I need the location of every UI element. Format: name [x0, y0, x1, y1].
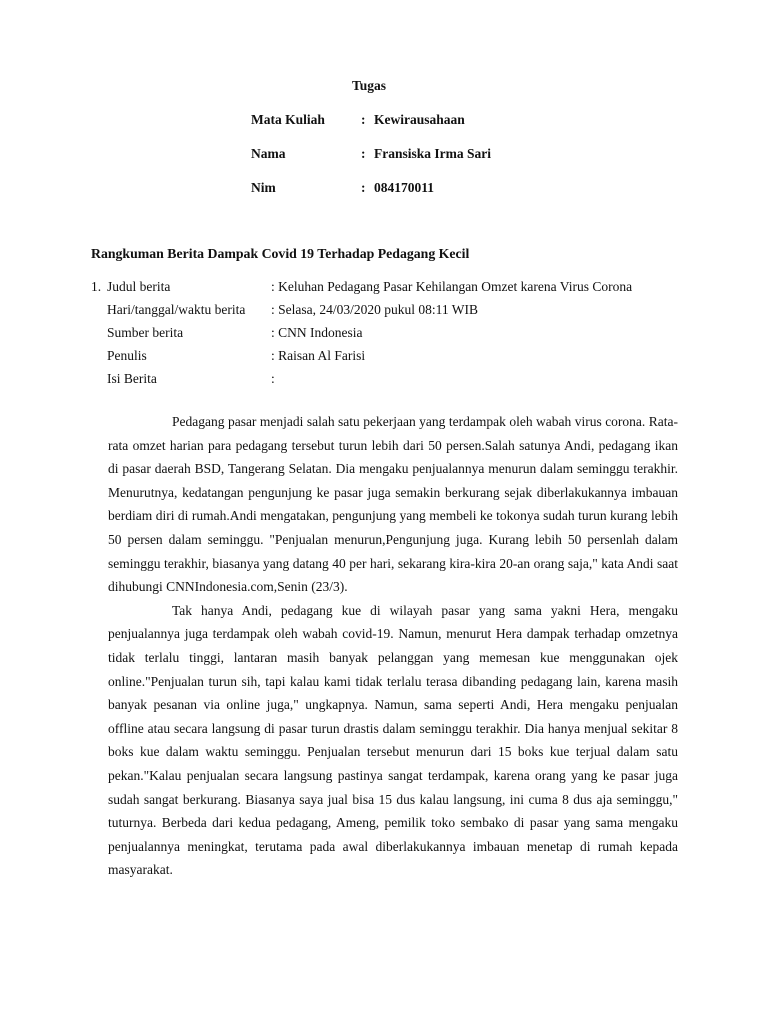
- meta-value: 084170011: [374, 180, 435, 195]
- info-key: Sumber berita: [107, 325, 184, 340]
- meta-value: Kewirausahaan: [374, 112, 465, 127]
- info-value: : Keluhan Pedagang Pasar Kehilangan Omzet karena Virus Corona: [271, 279, 633, 294]
- paragraph: Pedagang pasar menjadi salah satu pekerjaan yang terdampak oleh wabah virus corona. Rata-rata omzet harian para pedagang tersebut turun lebih dari 50 persen.Salah satunya Andi, pedagang ikan di pasar daerah BSD, Tangerang Selatan. Dia mengaku penjualannya menurun dalam seminggu terakhir. Menurutnya, kedatangan pengunjung ke pasar juga semakin berkurang sejak diberlakukannya imbauan berdiam diri di rumah.Andi mengatakan, pengunjung yang membeli ke tokonya sudah turun kurang lebih 50 persen dalam seminggu. "Penjualan menurun,Pengunjung juga. Kurang lebih 50 persenlah dalam seminggu terakhir, biasanya yang datang 40 per hari, sekarang kira-kira 20-an orang saja," kata Andi saat dihubungi CNNIndonesia.com,Senin (23/3).: [108, 414, 678, 595]
- info-value: : Raisan Al Farisi: [271, 348, 366, 363]
- meta-key: Mata Kuliah: [251, 112, 325, 127]
- info-key: Penulis: [107, 348, 147, 363]
- info-key: Hari/tanggal/waktu berita: [107, 302, 246, 317]
- meta-colon: :: [361, 112, 366, 127]
- document-title: [0, 78, 768, 94]
- info-key: Isi Berita: [107, 371, 157, 386]
- info-value: : CNN Indonesia: [271, 325, 363, 340]
- news-content: [108, 410, 678, 882]
- meta-key: Nama: [251, 146, 286, 161]
- meta-colon: :: [361, 146, 366, 161]
- list-number: 1.: [91, 279, 102, 294]
- meta-colon: :: [361, 180, 366, 195]
- info-value: : Selasa, 24/03/2020 pukul 08:11 WIB: [271, 302, 478, 317]
- title-text: Tugas: [351, 78, 387, 93]
- info-key: Judul berita: [107, 279, 171, 294]
- paragraph: Tak hanya Andi, pedagang kue di wilayah pasar yang sama yakni Hera, mengaku penjualannya juga terdampak oleh wabah covid-19. Namun, menurut Hera dampak terhadap omzetnya tidak terlalu tinggi, lantaran masih banyak pelanggan yang memesan kue menggunakan ojek online."Penjualan turun sih, tapi kalau kami tidak terlalu terasa dibanding pedagang lain, karena masih banyak pesanan via online juga," ungkapnya. Namun, sama seperti Andi, Hera mengaku penjualan offline atau secara langsung di pasar turun drastis dalam seminggu terakhir. Dia hanya menjual sekitar 8 boks kue dalam waktu seminggu. Penjualan tersebut menurun dari 15 boks kue terjual dalam satu pekan."Kalau penjualan secara langsung pastinya sangat terdampak, karena orang yang ke pasar juga sudah sangat berkurang. Biasanya saya jual bisa 15 dus kalau langsung, ini cuma 8 dus aja seminggu," tuturnya. Berbeda dari kedua pedagang, Ameng, pemilik toko sembako di pasar yang sama mengaku penjualannya meningkat, terutama pada awal diberlakukannya imbauan menetap di rumah kepada masyarakat.: [108, 602, 678, 878]
- meta-value: Fransiska Irma Sari: [374, 146, 492, 161]
- meta-key: Nim: [251, 180, 276, 195]
- info-value: :: [271, 371, 275, 386]
- section-heading: Rangkuman Berita Dampak Covid 19 Terhadap Pedagang Kecil: [91, 246, 470, 261]
